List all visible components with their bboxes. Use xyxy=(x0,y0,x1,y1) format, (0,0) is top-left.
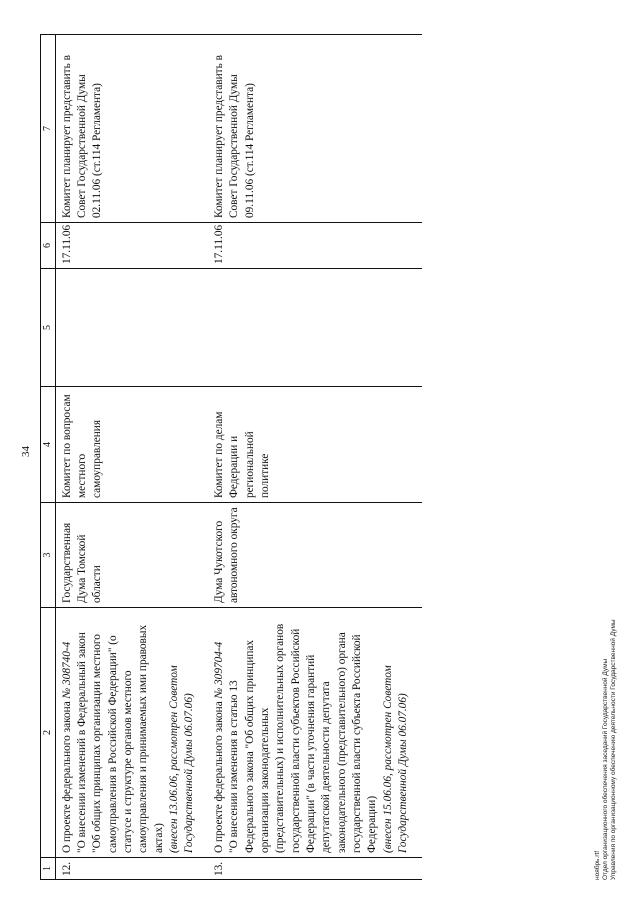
column-header: 1 xyxy=(41,858,56,880)
page-footer xyxy=(594,619,618,880)
table-header-row xyxy=(41,35,56,880)
bill-description xyxy=(208,608,422,858)
column-header: 3 xyxy=(41,503,56,608)
bill-body: "О внесении изменения в статью 13 Федерального закона "Об общих принципах организации законодательных (представительных) и исполнительных органов государственной власти субъектов Российской Федерации" (в части уточнения гарантий депутатской деятельности депутата законодательного (представительного) органа государственной власти субъекта Российской Федерации) xyxy=(228,623,379,853)
row-number: 13. xyxy=(208,858,422,880)
bill-description xyxy=(55,608,208,858)
plan: Комитет планирует представить в Совет Государственной Думы 09.11.06 (ст.114 Регламента) xyxy=(208,35,422,223)
committee: Комитет по делам Федерации и региональной политике xyxy=(208,387,422,503)
column-5-value xyxy=(55,269,208,387)
date: 17.11.06 xyxy=(208,223,422,269)
bill-body: "О внесении изменений в Федеральный закон "Об общих принципах организации местного самоуправления в Российской Федерации" (о статусе и структуре органов местного самоуправления и принимаемых ими правовых актах) xyxy=(75,624,165,853)
column-5-value xyxy=(208,269,422,387)
initiator: Дума Чукотского автономного округа xyxy=(208,503,422,608)
date: 17.11.06 xyxy=(55,223,208,269)
footer-filename: ноябрь.rtf xyxy=(594,850,601,880)
table-row xyxy=(208,35,422,880)
committee: Комитет по вопросам местного самоуправления xyxy=(55,387,208,503)
bill-note: (внесен 15.06.06, рассмотрен Советом Государственной Думы 06.07.06) xyxy=(381,665,410,853)
column-header: 4 xyxy=(41,387,56,503)
bill-note: (внесен 13.06.06, рассмотрен Советом Государственной Думы 06.07.06) xyxy=(168,665,196,853)
footer-department: Отдел организационного обеспечения заседаний Государственной Думы xyxy=(602,658,610,880)
page-number: 34 xyxy=(20,446,32,457)
column-header: 5 xyxy=(41,269,56,387)
bill-title-prefix: О проекте федерального закона xyxy=(212,698,225,853)
plan: Комитет планирует представить в Совет Государственной Думы 02.11.06 (ст.114 Регламента) xyxy=(55,35,208,223)
initiator: Государственная Дума Томской области xyxy=(55,503,208,608)
row-number: 12. xyxy=(55,858,208,880)
bill-title-prefix: О проекте федерального закона xyxy=(60,698,73,853)
table-row xyxy=(55,35,208,880)
bill-number: № 308740-4 xyxy=(60,641,73,699)
column-header: 7 xyxy=(41,35,56,223)
column-header: 6 xyxy=(41,223,56,269)
bill-number: № 309704-4 xyxy=(212,641,225,699)
column-header: 2 xyxy=(41,608,56,858)
bills-table xyxy=(40,34,422,880)
footer-directorate: Управления по организационному обеспечению деятельности Государственной Думы xyxy=(610,619,618,880)
